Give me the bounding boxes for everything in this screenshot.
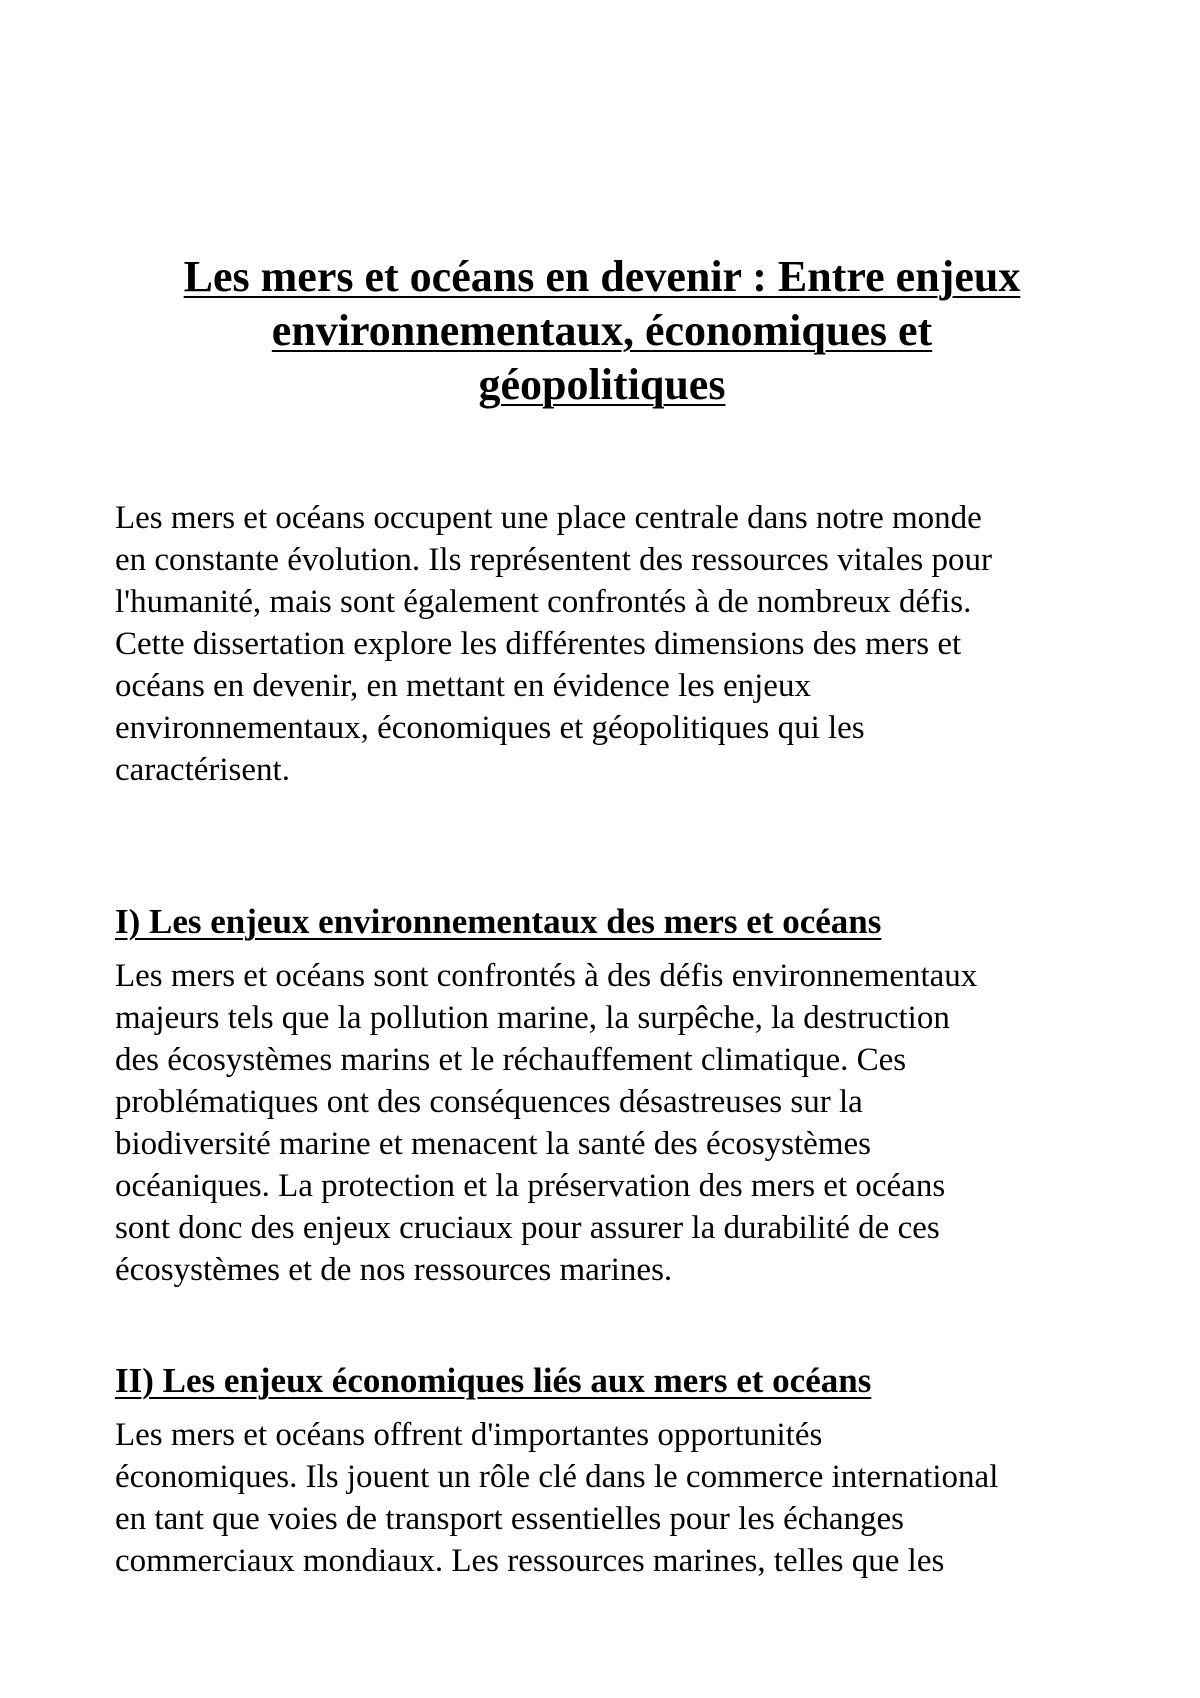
text-line: sont donc des enjeux cruciaux pour assurer la durabilité de ces [115, 1210, 940, 1246]
text-line: majeurs tels que la pollution marine, la surpêche, la destruction [115, 1000, 950, 1036]
document-title [112, 250, 1092, 412]
text-line: problématiques ont des conséquences désastreuses sur la [115, 1084, 863, 1120]
text-line: des écosystèmes marins et le réchauffement climatique. Ces [115, 1042, 907, 1078]
section-paragraph-economy [115, 1414, 1115, 1582]
text-line: commerciaux mondiaux. Les ressources marines, telles que les [115, 1543, 945, 1579]
title-line: Les mers et océans en devenir : Entre enjeux [183, 252, 1021, 301]
text-line: l'humanité, mais sont également confrontés à de nombreux défis. [115, 584, 972, 620]
text-line: Cette dissertation explore les différentes dimensions des mers et [115, 626, 962, 662]
title-line: environnementaux, économiques et [271, 306, 933, 355]
text-line: océaniques. La protection et la préservation des mers et océans [115, 1168, 946, 1204]
text-line: écosystèmes et de nos ressources marines. [115, 1252, 673, 1288]
text-line: océans en devenir, en mettant en évidence les enjeux [115, 668, 811, 704]
intro-paragraph [115, 497, 1115, 791]
text-line: économiques. Ils jouent un rôle clé dans le commerce international [115, 1459, 999, 1495]
text-line: environnementaux, économiques et géopolitiques qui les [115, 710, 865, 746]
section-heading-economy: II) Les enjeux économiques liés aux mers et océans [115, 1361, 872, 1400]
text-line: en constante évolution. Ils représentent des ressources vitales pour [115, 542, 992, 578]
text-line: Les mers et océans sont confrontés à des défis environnementaux [115, 958, 978, 994]
text-line: en tant que voies de transport essentielles pour les échanges [115, 1501, 905, 1537]
section-paragraph-environment [115, 955, 1115, 1291]
text-line: Les mers et océans offrent d'importantes opportunités [115, 1417, 823, 1453]
text-line: Les mers et océans occupent une place centrale dans notre monde [115, 500, 982, 536]
section-heading-environment: I) Les enjeux environnementaux des mers et océans [115, 902, 882, 941]
text-line: caractérisent. [115, 752, 290, 788]
text-line: biodiversité marine et menacent la santé des écosystèmes [115, 1126, 871, 1162]
title-line: géopolitiques [478, 360, 726, 409]
